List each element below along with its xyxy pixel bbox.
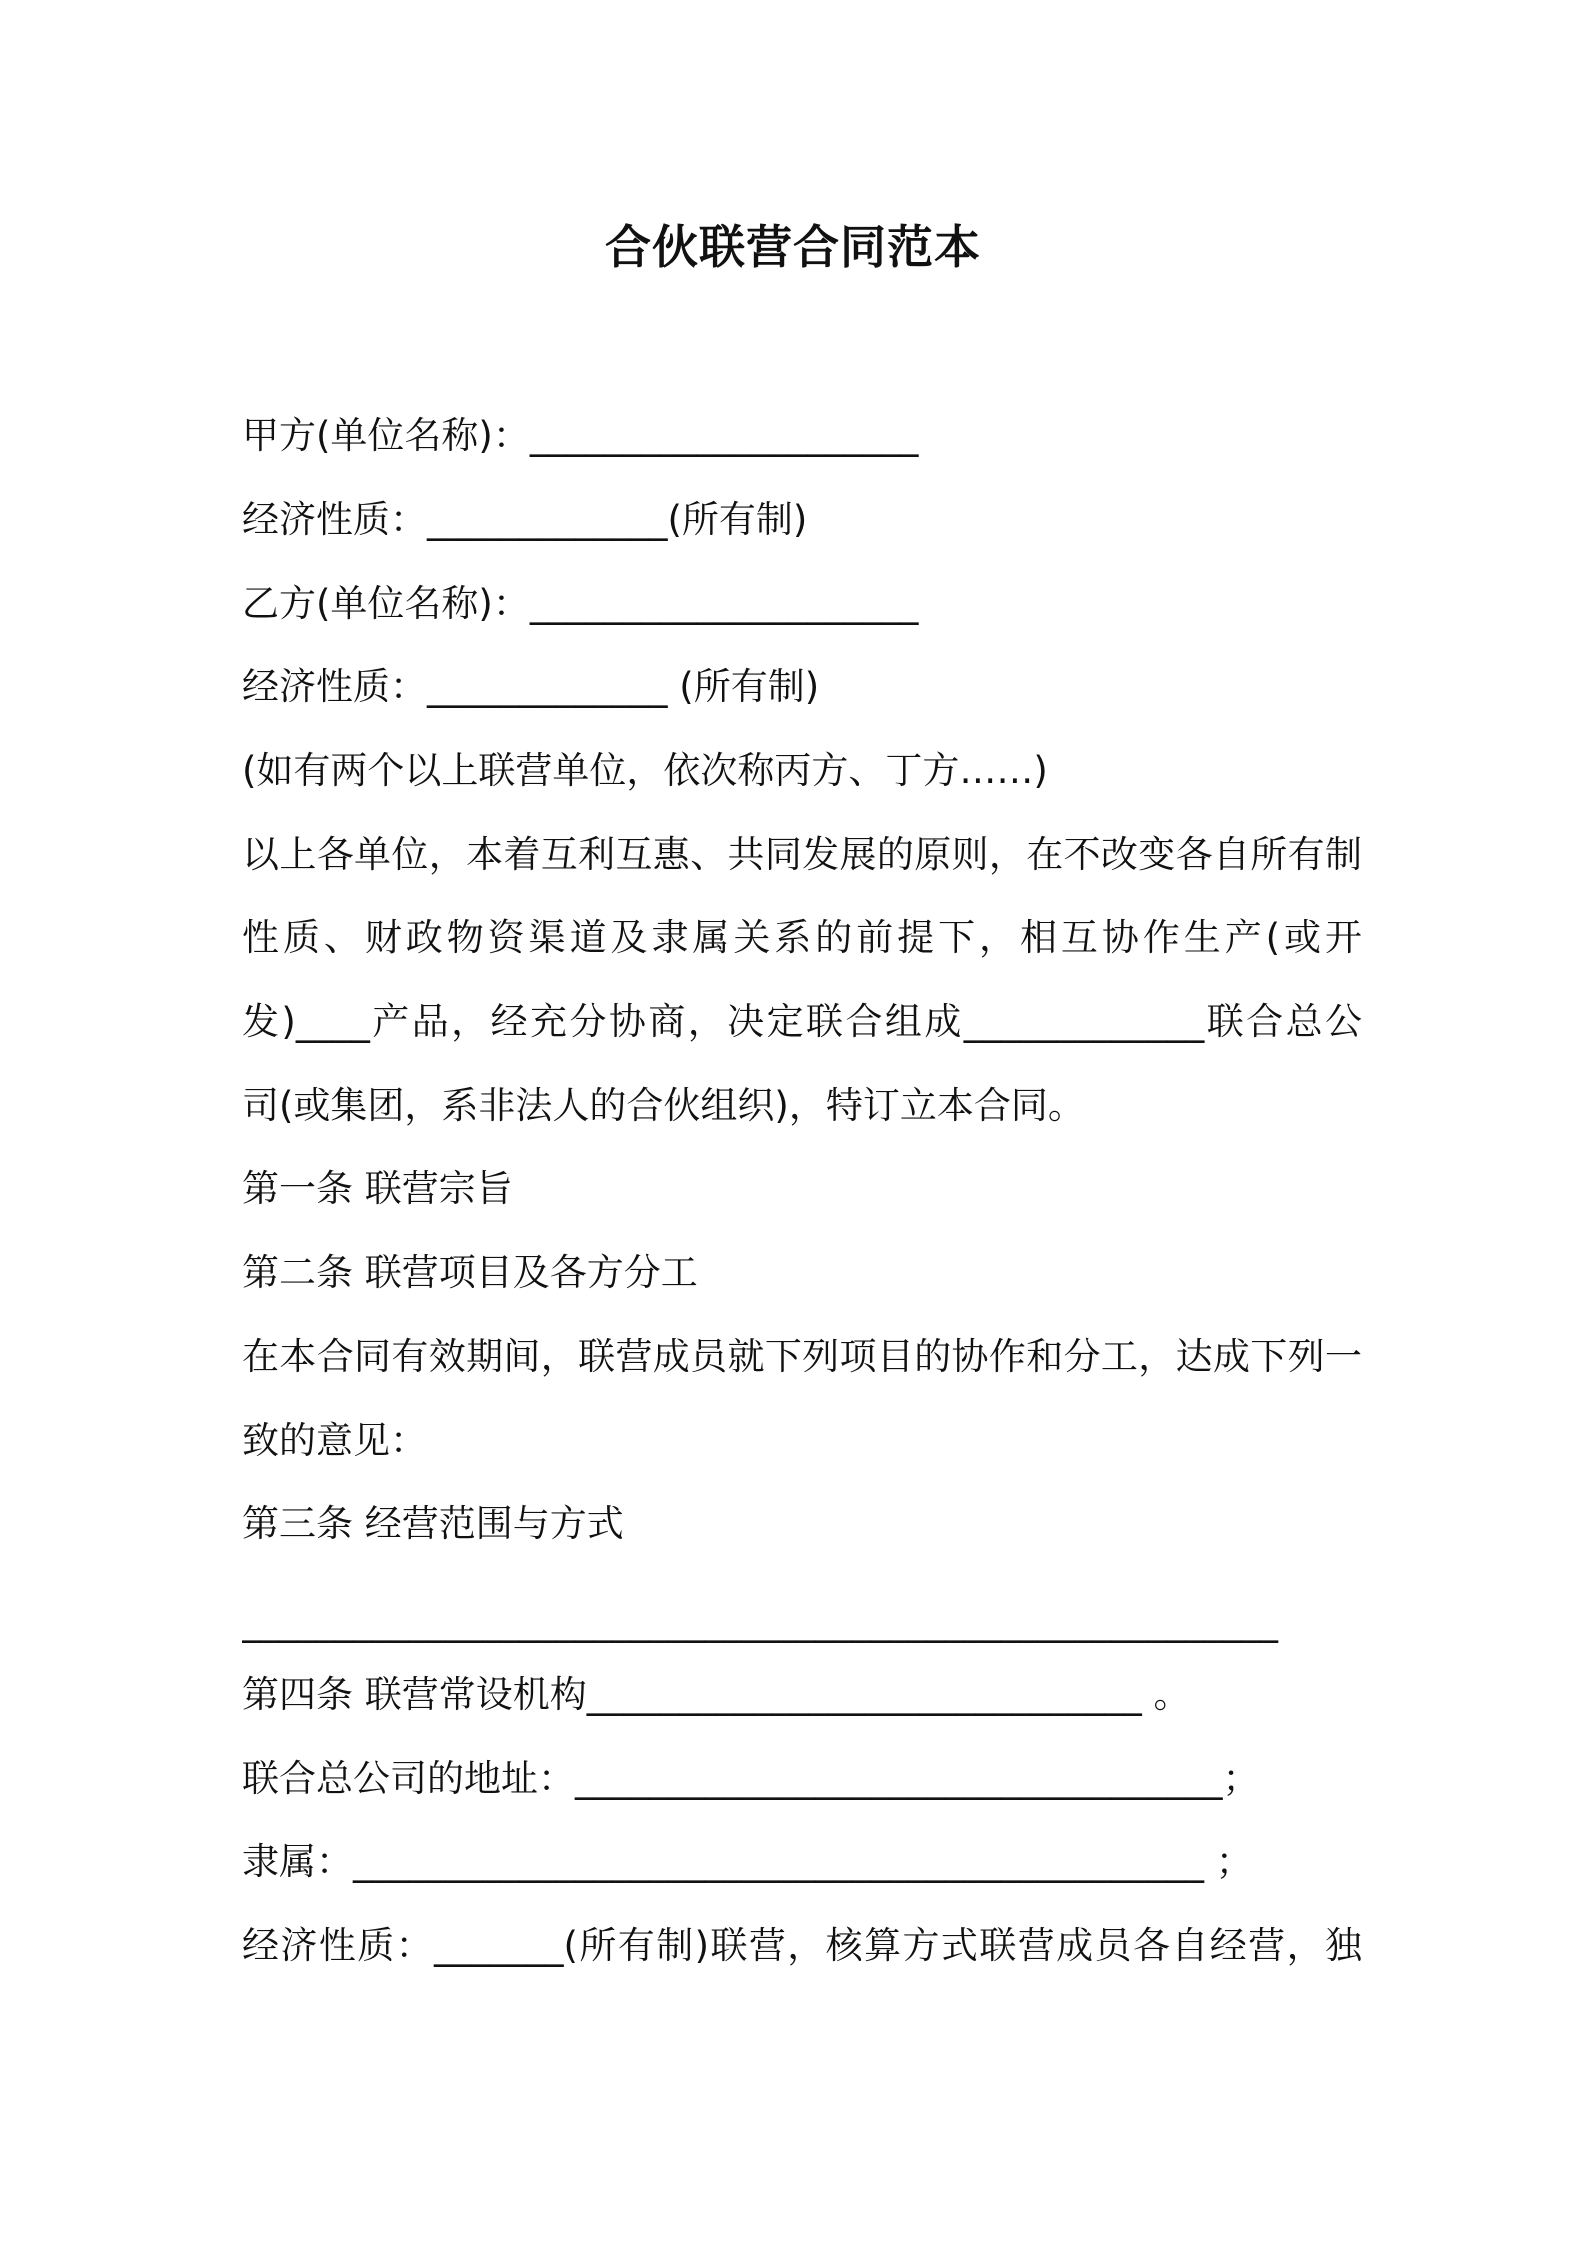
- preamble-line-2: 性质、财政物资渠道及隶属关系的前提下，相互协作生产(或开: [242, 916, 1362, 959]
- article-2-heading: 第二条 联营项目及各方分工: [242, 1251, 698, 1294]
- article-4-heading: 第四条 联营常设机构______________________________ 。: [242, 1673, 1191, 1716]
- document-title: 合伙联营合同范本: [605, 220, 981, 274]
- article-3-blank-line: ________________________________________________________: [242, 1600, 1278, 1643]
- preamble-line-1: 以上各单位，本着互利互惠、共同发展的原则，在不改变各自所有制: [242, 833, 1362, 876]
- preamble-line-3: 发)____产品，经充分协商，决定联合组成_____________联合总公: [242, 1000, 1362, 1043]
- preamble-line-4: 司(或集团，系非法人的合伙组织)，特订立本合同。: [242, 1084, 1085, 1127]
- party-b-nature-line: 经济性质：_____________ (所有制): [242, 665, 820, 708]
- article-3-heading: 第三条 经营范围与方式: [242, 1502, 624, 1545]
- affiliation-line: 隶属：______________________________________________ ；: [242, 1840, 1253, 1883]
- article-2-line-1: 在本合同有效期间，联营成员就下列项目的协作和分工，达成下列一: [242, 1335, 1362, 1378]
- article-2-line-2: 致的意见：: [242, 1419, 427, 1462]
- article-1-heading: 第一条 联营宗旨: [242, 1167, 513, 1210]
- economic-nature-line: 经济性质：_______(所有制)联营，核算方式联营成员各自经营，独: [242, 1924, 1362, 1967]
- additional-parties-note: (如有两个以上联营单位，依次称丙方、丁方……): [242, 749, 1048, 792]
- party-a-nature-line: 经济性质：_____________(所有制): [242, 498, 808, 541]
- party-b-name-line: 乙方(单位名称)：_____________________: [242, 582, 919, 625]
- head-office-address-line: 联合总公司的地址：___________________________________；: [242, 1757, 1260, 1800]
- party-a-name-line: 甲方(单位名称)：_____________________: [242, 414, 919, 457]
